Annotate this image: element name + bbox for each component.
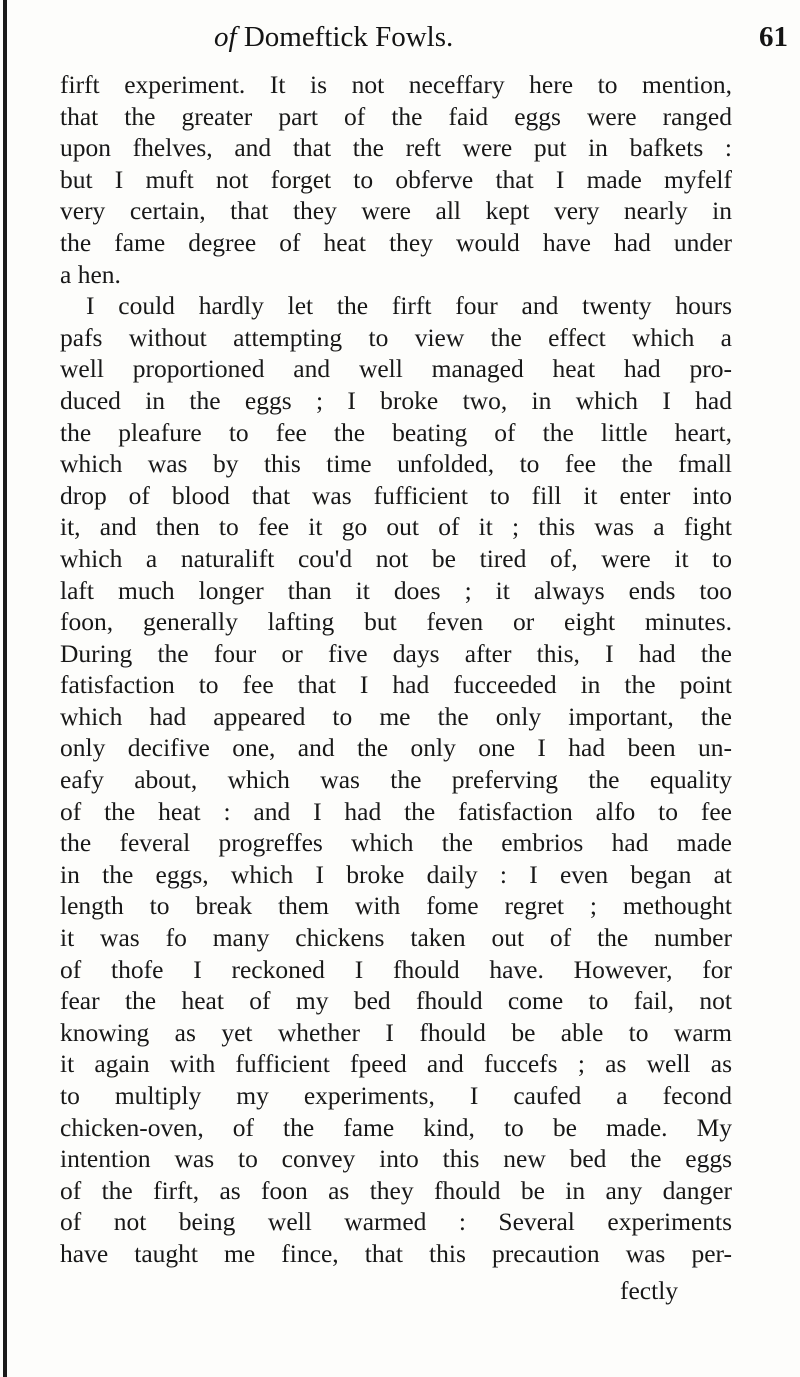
text-line: have taught me fince, that this precaution was per-	[60, 1238, 732, 1268]
text-line: upon fhelves, and that the reft were put in bafkets :	[60, 133, 732, 163]
text-line: which a naturalift cou'd not be tired of, were it to	[60, 543, 732, 573]
text-line: chicken-oven, of the fame kind, to be made. My	[60, 1112, 732, 1142]
text-line: pafs without attempting to view the effect which a	[60, 322, 732, 352]
text-line: of thofe I reckoned I fhould have. However, for	[60, 954, 732, 984]
text-line: foon, generally lafting but feven or eight minutes.	[60, 607, 732, 637]
text-line: which was by this time unfolded, to fee the fmall	[60, 449, 732, 479]
text-line: fear the heat of my bed fhould come to fail, not	[60, 986, 732, 1016]
text-line: the pleafure to fee the beating of the little heart,	[60, 417, 732, 447]
text-line: knowing as yet whether I fhould be able to warm	[60, 1017, 732, 1047]
text-line: to multiply my experiments, I caufed a fecond	[60, 1081, 732, 1110]
text-line: it was fo many chickens taken out of the number	[60, 923, 732, 953]
text-line: only decifive one, and the only one I had been un-	[60, 733, 732, 763]
text-line: it, and then to fee it go out of it ; this was a fight	[60, 512, 732, 542]
text-line: intention was to convey into this new bed the eggs	[60, 1144, 732, 1174]
text-line: During the four or five days after this, I had the	[60, 638, 732, 668]
text-line: of the firft, as foon as they fhould be in any danger	[60, 1175, 732, 1205]
text-line: that the greater part of the faid eggs were ranged	[60, 101, 732, 131]
text-line: a hen.	[60, 259, 121, 289]
text-line: I could hardly let the firft four and twenty hours	[86, 291, 732, 321]
running-head-prefix: of	[214, 21, 237, 53]
text-line: very certain, that they were all kept very nearly in	[60, 196, 732, 226]
text-line: in the eggs, which I broke daily : I even began at	[60, 859, 732, 889]
text-line: drop of blood that was fufficient to fill it enter into	[60, 480, 732, 510]
running-head	[214, 12, 453, 62]
text-line: length to break them with fome regret ; methought	[60, 891, 732, 921]
text-line: eafy about, which was the preferving the equality	[60, 765, 732, 795]
text-line: which had appeared to me the only important, the	[60, 701, 732, 731]
page-header	[0, 12, 800, 62]
text-line: fatisfaction to fee that I had fucceeded in the point	[60, 670, 732, 700]
text-line: of not being well warmed : Several experiments	[60, 1207, 732, 1237]
text-line: but I muft not forget to obferve that I made myfelf	[60, 164, 732, 194]
text-line: duced in the eggs ; I broke two, in which I had	[60, 385, 732, 415]
body-text	[60, 69, 732, 1270]
text-line: of the heat : and I had the fatisfaction alfo to fee	[60, 796, 732, 826]
text-line: laft much longer than it does ; it always ends too	[60, 575, 732, 605]
text-line: well proportioned and well managed heat had pro-	[60, 354, 732, 384]
running-head-title: Domeftick Fowls.	[236, 21, 454, 53]
catchword: fectly	[620, 1276, 679, 1305]
text-line: firft experiment. It is not neceffary here to mention,	[60, 70, 732, 99]
page-number: 61	[759, 21, 788, 53]
text-line: it again with fufficient fpeed and fuccefs ; as well as	[60, 1049, 732, 1079]
text-line: the fame degree of heat they would have had under	[60, 227, 732, 257]
text-line: the feveral progreffes which the embrios had made	[60, 828, 732, 858]
page-edge-shadow	[3, 0, 7, 1377]
